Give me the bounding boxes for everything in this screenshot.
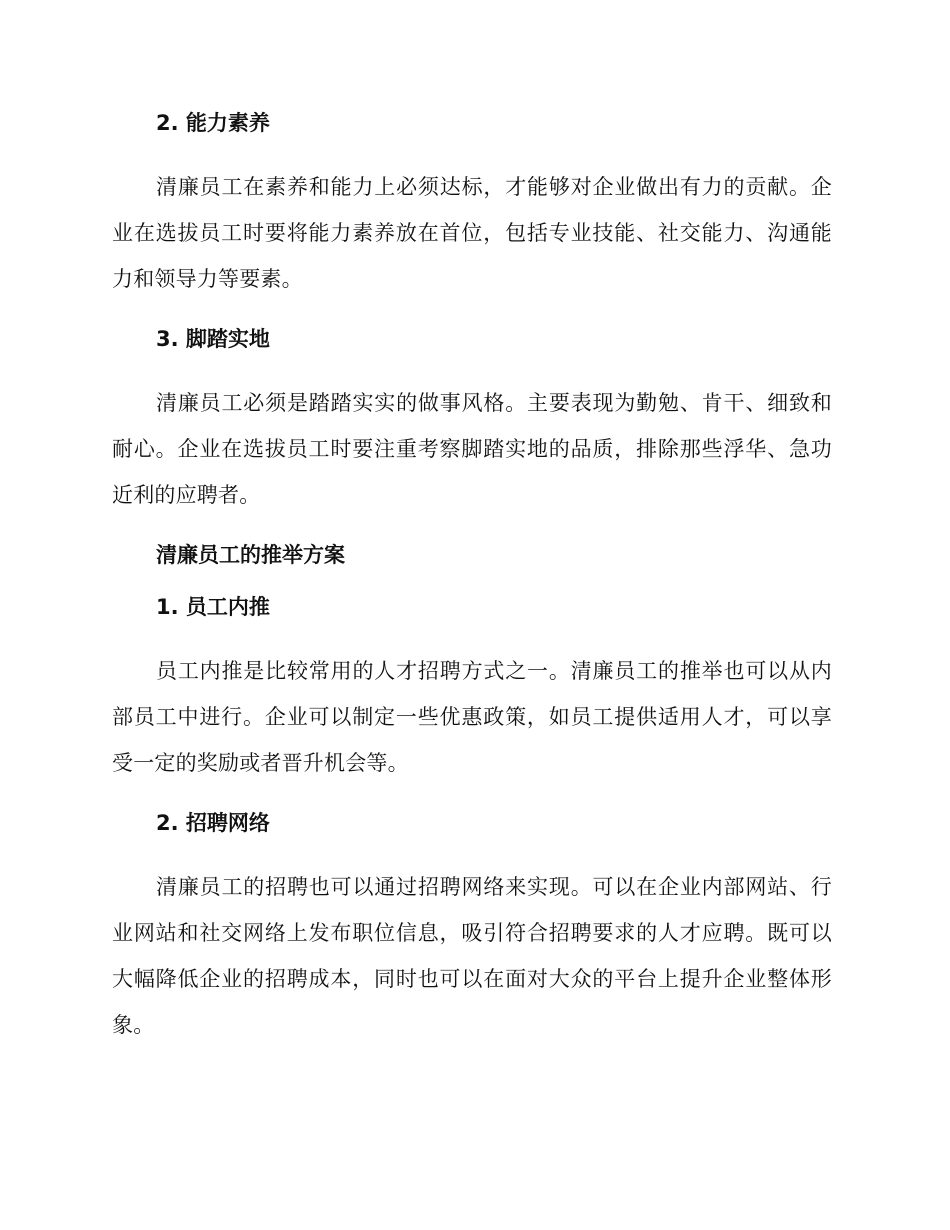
section-heading-internal-referral: 1. 员工内推: [156, 595, 270, 619]
paragraph-ability: 清廉员工在素养和能力上必须达标，才能够对企业做出有力的贡献。企业在选拔员工时要将能力素养放在首位，包括专业技能、社交能力、沟通能力和领导力等要素。: [112, 175, 832, 291]
section-heading-ability: 2. 能力素养: [156, 111, 270, 135]
section-heading-down-to-earth: 3. 脚踏实地: [156, 327, 270, 351]
section-heading-recruitment-network: 2. 招聘网络: [156, 811, 270, 835]
section-heading-recommendation-plan: 清廉员工的推举方案: [156, 543, 345, 567]
document-page: [112, 108, 832, 1048]
paragraph-recruitment-network: 清廉员工的招聘也可以通过招聘网络来实现。可以在企业内部网站、行业网站和社交网络上发布职位信息，吸引符合招聘要求的人才应聘。既可以大幅降低企业的招聘成本，同时也可以在面对大众的平台上提升企业整体形象。: [112, 875, 832, 1037]
paragraph-internal-referral: 员工内推是比较常用的人才招聘方式之一。清廉员工的推举也可以从内部员工中进行。企业可以制定一些优惠政策，如员工提供适用人才，可以享受一定的奖励或者晋升机会等。: [112, 659, 832, 775]
paragraph-down-to-earth: 清廉员工必须是踏踏实实的做事风格。主要表现为勤勉、肯干、细致和耐心。企业在选拔员工时要注重考察脚踏实地的品质，排除那些浮华、急功近利的应聘者。: [112, 391, 832, 507]
